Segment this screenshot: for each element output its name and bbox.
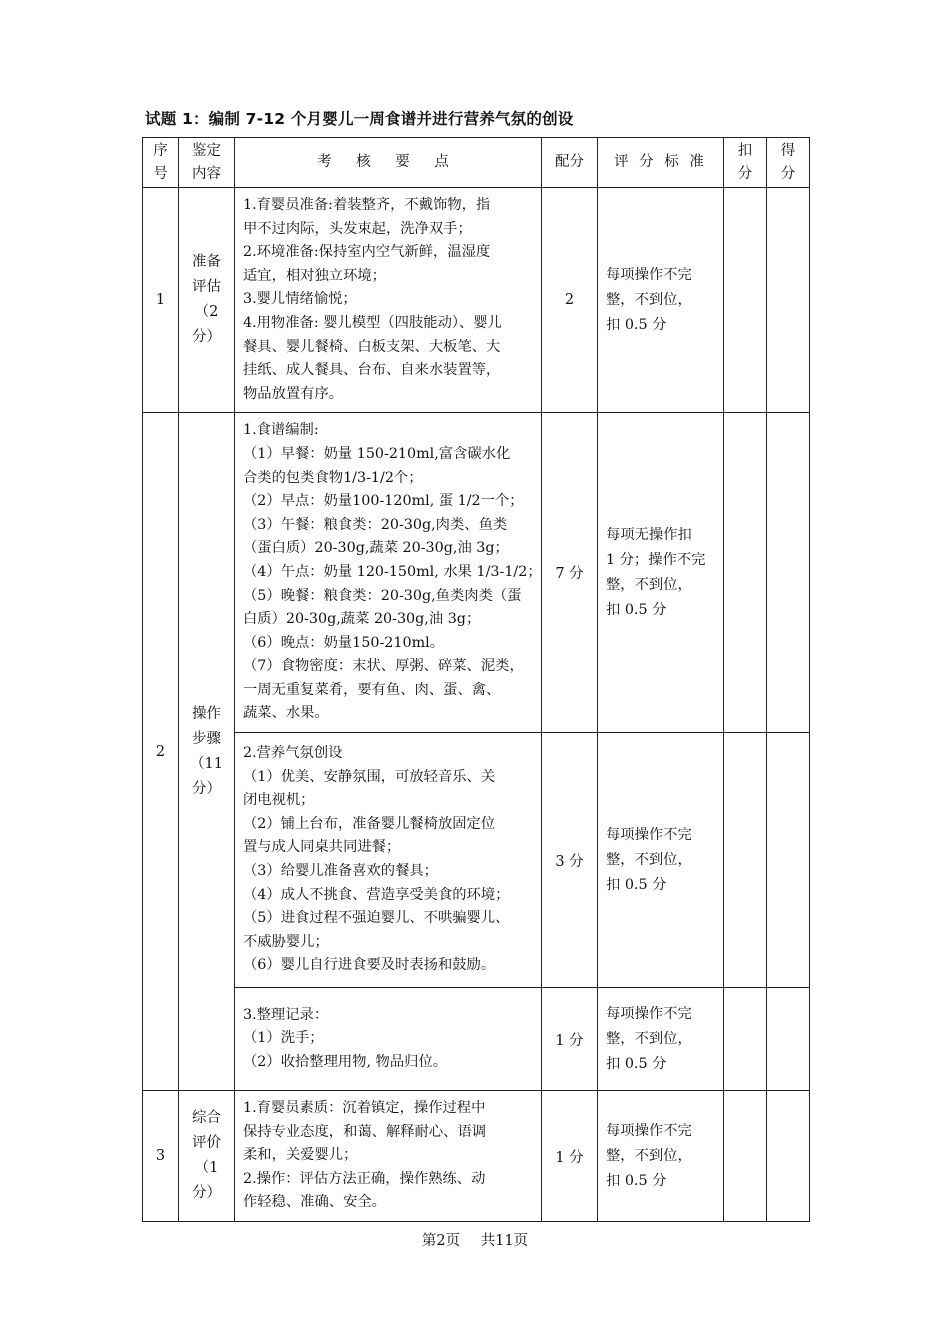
row-points: 1.食谱编制: （1）早餐：奶量 150-210ml,富含碳水化 合类的包类食物1/3-1/2个； （2）早点：奶量100-120ml, 蛋 1/2一个； （3）午餐：粮食类：20-30g,肉类、鱼类 （蛋白质）20-30g,蔬菜 20-30g,油 3g； （4）午点：奶量 120-150ml, 水果 1/3-1/2； （5）晚餐：粮食类：20-30g,鱼类肉类（蛋 白质）20-30g,蔬菜 20-30g,油 3g； （6）晚点：奶量150-210ml。 （7）食物密度：末状、厚粥、碎菜、泥类， 一周无重复菜肴，要有鱼、肉、蛋、禽、 蔬菜、水果。 [235,413,542,733]
header-seq: 序 号 [143,138,179,188]
header-content: 鉴定 内容 [179,138,235,188]
row-module: 操作 步骤 （11 分） [179,413,235,1091]
table-row [143,188,810,413]
table-row [143,733,810,988]
row-points: 1.育婴员准备:着装整齐，不戴饰物，指 甲不过肉际，头发束起，洗净双手； 2.环境准备:保持室内空气新鲜，温湿度 适宜，相对独立环境； 3.婴儿情绪愉悦； 4.用物准备: 婴儿模型（四肢能动）、婴儿 餐具、婴儿餐椅、白板支架、大板笔、大 挂纸、成人餐具、台布、自来水装置等， 物品放置有序。 [235,188,542,413]
table-row [143,1091,810,1222]
header-row [143,138,810,188]
table-row [143,988,810,1091]
page-number: 第2页 [421,1233,461,1249]
row-seq: 2 [143,413,179,1091]
get-cell[interactable] [767,413,810,733]
row-score: 1 分 [542,988,598,1091]
deduct-cell[interactable] [724,188,767,413]
row-criteria: 每项操作不完 整，不到位， 扣 0.5 分 [598,988,724,1091]
row-score: 7 分 [542,413,598,733]
deduct-cell[interactable] [724,1091,767,1222]
get-cell[interactable] [767,188,810,413]
header-score: 配分 [542,138,598,188]
row-score: 3 分 [542,733,598,988]
row-points: 3.整理记录： （1）洗手； （2）收拾整理用物, 物品归位。 [235,988,542,1091]
deduct-cell[interactable] [724,413,767,733]
row-points: 2.营养气氛创设 （1）优美、安静氛围，可放轻音乐、关 闭电视机； （2）铺上台布，准备婴儿餐椅放固定位 置与成人同桌共同进餐； （3）给婴儿准备喜欢的餐具； （4）成人不挑食、营造享受美食的环境； （5）进食过程不强迫婴儿、不哄骗婴儿、 不威胁婴儿； （6）婴儿自行进食要及时表扬和鼓励。 [235,733,542,988]
get-cell[interactable] [767,1091,810,1222]
header-get: 得 分 [767,138,810,188]
deduct-cell[interactable] [724,733,767,988]
row-criteria: 每项操作不完 整，不到位， 扣 0.5 分 [598,188,724,413]
row-criteria: 每项无操作扣 1 分；操作不完 整，不到位， 扣 0.5 分 [598,413,724,733]
header-deduct: 扣 分 [724,138,767,188]
row-module: 准备 评估 （2 分） [179,188,235,413]
page-footer [0,1229,950,1250]
deduct-cell[interactable] [724,988,767,1091]
get-cell[interactable] [767,733,810,988]
row-criteria: 每项操作不完 整，不到位， 扣 0.5 分 [598,733,724,988]
row-score: 1 分 [542,1091,598,1222]
table-row [143,413,810,733]
header-points: 考 核 要 点 [235,138,542,188]
row-points: 1.育婴员素质：沉着镇定，操作过程中 保持专业态度，和蔼、解释耐心、语调 柔和，关爱婴儿； 2.操作：评估方法正确，操作熟练、动 作轻稳、准确、安全。 [235,1091,542,1222]
row-module: 综合 评价 （1 分） [179,1091,235,1222]
row-seq: 3 [143,1091,179,1222]
header-criteria: 评 分 标 准 [598,138,724,188]
get-cell[interactable] [767,988,810,1091]
row-score: 2 [542,188,598,413]
row-seq: 1 [143,188,179,413]
assessment-table [142,137,810,1222]
page-total: 共11页 [480,1233,529,1249]
exam-title: 试题 1：编制 7-12 个月婴儿一周食谱并进行营养气氛的创设 [145,110,574,128]
row-criteria: 每项操作不完 整，不到位， 扣 0.5 分 [598,1091,724,1222]
